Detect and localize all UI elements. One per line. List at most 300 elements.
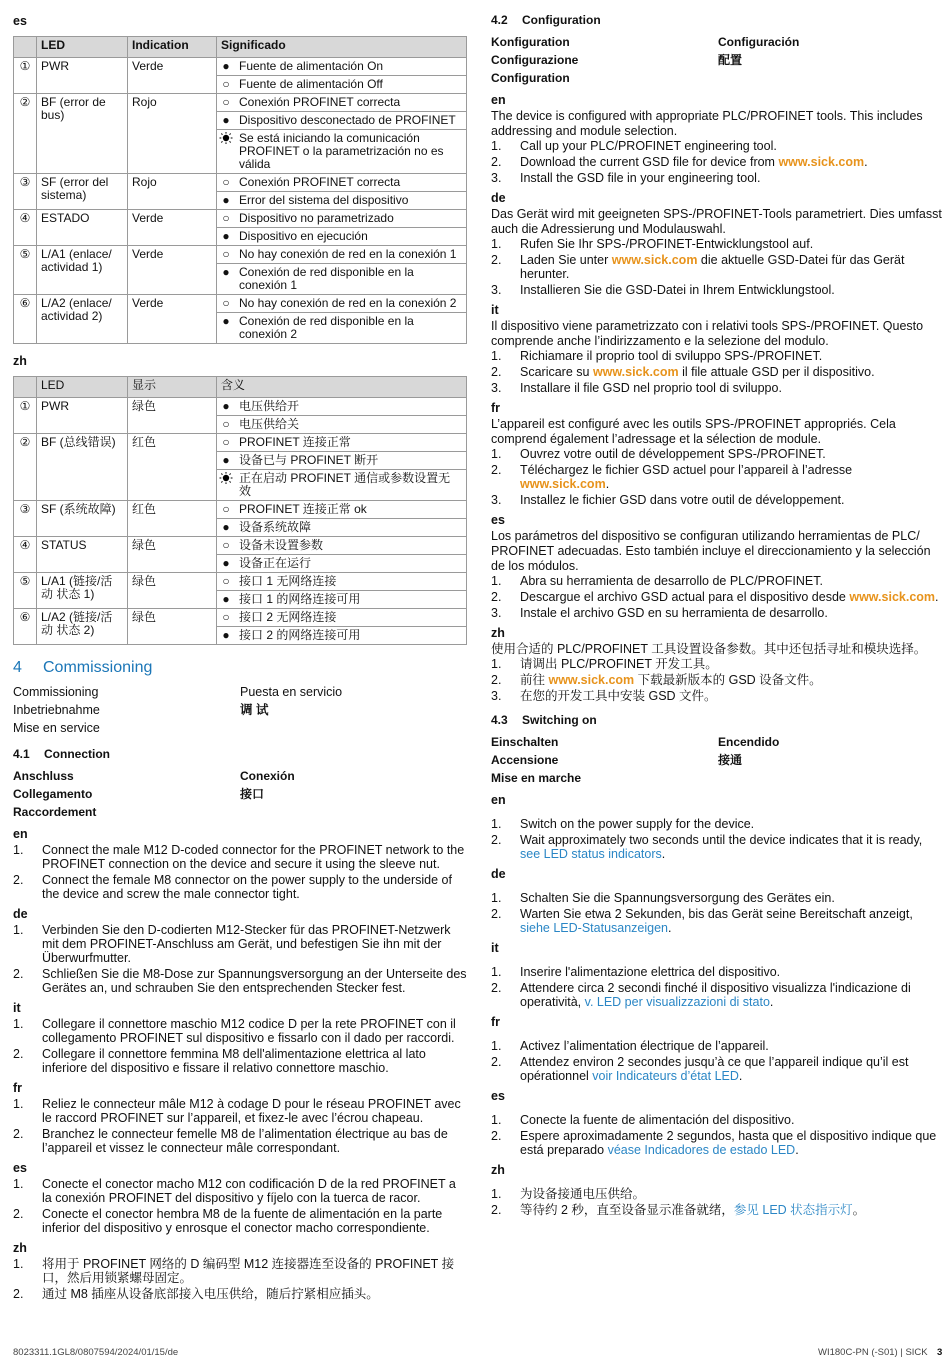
translation: Mise en marche	[491, 771, 582, 785]
step-item	[491, 657, 943, 671]
step-number: 2.	[491, 1055, 502, 1069]
step-item	[13, 1177, 468, 1205]
step-item	[13, 1097, 468, 1125]
section-4-2	[491, 13, 943, 703]
step-number: 3.	[491, 689, 502, 703]
led-state-icon-cell	[217, 246, 236, 264]
led-name: PWR	[37, 398, 128, 434]
led-state-icon-cell	[217, 58, 236, 76]
step-text: Abra su herramienta de desarrollo de PLC/PROFINET.	[520, 574, 823, 588]
step-text: Activez l’alimentation électrique de l’appareil.	[520, 1039, 769, 1053]
step-number: 1.	[491, 657, 502, 671]
led-state-meaning: 设备正在运行	[235, 555, 467, 573]
step-item	[13, 1047, 468, 1075]
step-list	[491, 965, 943, 1009]
step-text: Espere aproximadamente 2 segundos, hasta que el dispositivo indique que está preparado	[520, 1129, 937, 1157]
led-status-link[interactable]: 参见 LED 状态指示灯	[733, 1203, 853, 1217]
step-text: Installare il file GSD nel proprio tool di sviluppo.	[520, 381, 782, 395]
zh-led-table-section	[13, 354, 468, 645]
step-item	[491, 171, 943, 185]
led-indication: Rojo	[128, 174, 217, 210]
led-state-icon-cell	[217, 501, 236, 519]
table-row	[14, 609, 467, 627]
language-label: zh	[13, 1241, 27, 1255]
led-on-icon: ●	[222, 592, 230, 606]
section-4-3-title: Switching on	[522, 713, 597, 727]
step-text-end: il file attuale GSD per il dispositivo.	[678, 365, 875, 379]
led-name: PWR	[37, 58, 128, 94]
led-off-icon: ○	[222, 574, 230, 588]
led-state-icon-cell	[217, 174, 236, 192]
led-state-meaning: Dispositivo en ejecución	[235, 228, 467, 246]
step-text: Laden Sie unter	[520, 253, 612, 267]
step-list	[13, 923, 468, 995]
step-text-end: .	[668, 921, 672, 935]
intro-text: Il dispositivo viene parametrizzato con i relativi tools SPS-/PROFINET. Questo comprende anche l’indirizzamento e la selezione del modulo.	[491, 319, 924, 348]
led-state-meaning: Fuente de alimentación On	[235, 58, 467, 76]
step-item	[491, 139, 943, 153]
step-number: 3.	[491, 606, 502, 620]
step-item	[491, 1039, 943, 1053]
footer-product: WI180C-PN (-S01) | SICK	[818, 1347, 928, 1358]
header-cell: Indication	[128, 37, 217, 58]
led-state-icon-cell	[217, 228, 236, 246]
led-state-icon-cell	[217, 295, 236, 313]
translation: Conexión	[240, 769, 295, 783]
step-item	[491, 447, 943, 461]
step-text: Reliez le connecteur mâle M12 à codage D pour le réseau PROFINET avec le raccord PROFINET sur l’appareil, et fixez-le avec l’écrou chapeau.	[42, 1097, 461, 1125]
step-text: 等待约 2 秒，直至设备显示准备就绪，	[520, 1203, 734, 1217]
led-blinking-icon	[219, 132, 233, 144]
led-state-icon-cell	[217, 398, 236, 416]
step-number: 2.	[491, 253, 502, 267]
table-row	[14, 210, 467, 228]
step-text: Conecte el conector macho M12 con codificación D de la red PROFINET a la conexión PROFINET del dispositivo y fíjelo con la tuerca de racor.	[42, 1177, 456, 1205]
section-4-3-body	[491, 793, 943, 1217]
led-indication: Verde	[128, 295, 217, 344]
step-number: 2.	[491, 463, 502, 477]
led-on-icon: ●	[222, 59, 230, 73]
step-number: 3.	[491, 171, 502, 185]
led-indication: 红色	[128, 501, 217, 537]
led-table	[13, 36, 467, 344]
translation: 配置	[718, 53, 743, 67]
translation: Commissioning	[13, 685, 99, 699]
led-state-meaning: Dispositivo no parametrizado	[235, 210, 467, 228]
led-state-icon-cell	[217, 210, 236, 228]
translation: Mise en service	[13, 721, 100, 735]
led-status-link[interactable]: v. LED per visualizzazioni di stato	[584, 995, 770, 1009]
led-number: ②	[14, 434, 37, 501]
led-name: L/A2 (enlace/ actividad 2)	[37, 295, 128, 344]
led-number: ⑤	[14, 246, 37, 295]
step-list	[491, 139, 943, 185]
step-text: Instale el archivo GSD en su herramienta de desarrollo.	[520, 606, 828, 620]
section-4-2-title: Configuration	[522, 13, 601, 27]
language-label: zh	[491, 626, 505, 640]
led-on-icon: ●	[222, 113, 230, 127]
led-state-meaning: Conexión PROFINET correcta	[235, 94, 467, 112]
step-number: 1.	[13, 923, 24, 937]
translation: Puesta en servicio	[240, 685, 343, 699]
step-text: Ouvrez votre outil de développement SPS-/PROFINET.	[520, 447, 826, 461]
step-text: 在您的开发工具中安装 GSD 文件。	[520, 689, 717, 703]
sick-website-link[interactable]: www.sick.com	[778, 155, 865, 169]
led-state-meaning: Conexión de red disponible en la conexión 1	[235, 264, 467, 295]
table-header-row	[14, 37, 467, 58]
step-item	[491, 907, 943, 935]
led-state-meaning: 设备系统故障	[235, 519, 467, 537]
step-text: Installez le fichier GSD dans votre outil de développement.	[520, 493, 845, 507]
step-text-end: 下载最新版本的 GSD 设备文件。	[634, 673, 822, 687]
step-list	[13, 1177, 468, 1235]
led-state-meaning: 正在启动 PROFINET 通信或参数设置无效	[235, 470, 467, 501]
led-state-icon-cell	[217, 434, 236, 452]
step-item	[491, 463, 943, 491]
language-label: it	[491, 303, 499, 317]
translation: Einschalten	[491, 735, 559, 749]
led-indication: 绿色	[128, 573, 217, 609]
led-state-meaning: 接口 1 的网络连接可用	[235, 591, 467, 609]
step-number: 1.	[491, 1113, 502, 1127]
intro-text: 使用合适的 PLC/PROFINET 工具设置设备参数。其中还包括寻址和模块选择。	[491, 642, 927, 656]
step-item	[491, 606, 943, 620]
section-4-1-translations	[13, 767, 468, 821]
led-on-icon: ●	[222, 399, 230, 413]
left-column	[13, 0, 468, 1303]
step-text: Branchez le connecteur femelle M8 de l’alimentation électrique au bas de l’appareil et vissez le connecteur mâle correspondant.	[42, 1127, 448, 1155]
led-name: BF (error de bus)	[37, 94, 128, 174]
led-state-meaning: PROFINET 连接正常 ok	[235, 501, 467, 519]
led-blinking-icon	[219, 472, 233, 484]
step-text: Conecte el conector hembra M8 de la fuente de alimentación en la parte inferior del dispositivo y enrosque el conector macho correspondiente.	[42, 1207, 443, 1235]
step-item	[491, 283, 943, 297]
step-item	[13, 923, 468, 965]
step-item	[491, 817, 943, 831]
led-status-link[interactable]: voir Indicateurs d’état LED	[592, 1069, 739, 1083]
step-item	[491, 1187, 943, 1201]
step-item	[13, 843, 468, 871]
led-state-icon-cell	[217, 573, 236, 591]
step-list	[491, 817, 943, 861]
led-indication: Verde	[128, 58, 217, 94]
led-state-meaning: 接口 1 无网络连接	[235, 573, 467, 591]
led-state-icon-cell	[217, 555, 236, 573]
step-item	[491, 1055, 943, 1083]
intro-text: L’appareil est configuré avec les outils SPS-/PROFINET appropriés. Cela comprend également l’adressage et la sélection de module.	[491, 417, 896, 446]
step-text: Verbinden Sie den D-codierten M12-Stecker für das PROFINET-Netzwerk mit dem PROFINET-Anschluss am Gerät, und befestigen Sie ihn mit der Überwurfmutter.	[42, 923, 451, 965]
header-cell: LED	[37, 377, 128, 398]
language-label: de	[13, 907, 28, 921]
step-number: 1.	[491, 817, 502, 831]
step-item	[491, 253, 943, 281]
language-label: it	[13, 1001, 21, 1015]
led-state-icon-cell	[217, 112, 236, 130]
led-number: ②	[14, 94, 37, 174]
step-text: Download the current GSD file for device from	[520, 155, 779, 169]
led-off-icon: ○	[222, 211, 230, 225]
step-number: 3.	[491, 493, 502, 507]
step-item	[13, 873, 468, 901]
led-number: ①	[14, 58, 37, 94]
led-on-icon: ●	[222, 556, 230, 570]
step-text: Schließen Sie die M8-Dose zur Spannungsversorgung an der Unterseite des Gerätes an, und schrauben Sie den entsprechenden Stecker fest.	[42, 967, 467, 995]
step-number: 2.	[13, 1287, 24, 1301]
led-indication: Rojo	[128, 94, 217, 174]
step-item	[491, 965, 943, 979]
step-number: 1.	[491, 1039, 502, 1053]
language-label: de	[491, 867, 506, 881]
step-list	[13, 1097, 468, 1155]
step-text: Téléchargez le fichier GSD actuel pour l’appareil à l’adresse	[520, 463, 853, 477]
es-led-table-section	[13, 14, 468, 344]
step-text: Connect the female M8 connector on the power supply to the underside of the device and screw the male connector tight.	[42, 873, 452, 901]
led-on-icon: ●	[222, 193, 230, 207]
translation: Anschluss	[13, 769, 74, 783]
translation: Configuración	[718, 35, 800, 49]
step-number: 1.	[13, 1097, 24, 1111]
step-text: 请调出 PLC/PROFINET 开发工具。	[520, 657, 718, 671]
step-number: 1.	[13, 1257, 24, 1271]
step-item	[491, 981, 943, 1009]
section-4-1-number: 4.1	[13, 747, 30, 761]
step-text: 为设备接通电压供给。	[520, 1187, 646, 1201]
led-indication: 红色	[128, 434, 217, 501]
led-state-icon-cell	[217, 609, 236, 627]
led-name: L/A1 (链接/活动 状态 1)	[37, 573, 128, 609]
table-row	[14, 174, 467, 192]
language-label: zh	[13, 354, 27, 368]
led-state-meaning: Se está iniciando la comunicación PROFINET o la parametrización no es válida	[235, 130, 467, 174]
step-number: 2.	[491, 365, 502, 379]
step-text: Installieren Sie die GSD-Datei in Ihrem Entwicklungstool.	[520, 283, 835, 297]
step-text: Scaricare su	[520, 365, 593, 379]
header-cell	[14, 377, 37, 398]
led-status-link[interactable]: véase Indicadores de estado LED	[607, 1143, 796, 1157]
step-number: 2.	[13, 1207, 24, 1221]
step-number: 1.	[491, 237, 502, 251]
translation: Configurazione	[491, 53, 579, 67]
led-state-icon-cell	[217, 416, 236, 434]
led-state-icon-cell	[217, 591, 236, 609]
language-label: es	[491, 1089, 505, 1103]
step-item	[13, 1207, 468, 1235]
step-text: 通过 M8 插座从设备底部接入电压供给，随后拧紧相应插头。	[42, 1287, 379, 1301]
table-row	[14, 434, 467, 452]
led-state-meaning: Conexión de red disponible en la conexión 2	[235, 313, 467, 344]
language-label: en	[13, 827, 28, 841]
led-number: ④	[14, 537, 37, 573]
led-status-link[interactable]: see LED status indicators	[520, 847, 662, 861]
led-off-icon: ○	[222, 417, 230, 431]
table-row	[14, 573, 467, 591]
section-4-translations	[13, 683, 468, 737]
step-item	[13, 1017, 468, 1045]
translation: Raccordement	[13, 805, 97, 819]
translation: Accensione	[491, 753, 559, 767]
intro-text: The device is configured with appropriate PLC/PROFINET tools. This includes addressing and module selection.	[491, 109, 923, 138]
page-number: 3	[937, 1347, 943, 1358]
section-4-1-title: Connection	[44, 747, 110, 761]
led-indication: 绿色	[128, 398, 217, 434]
table-header-row	[14, 377, 467, 398]
led-on-icon: ●	[222, 265, 230, 279]
step-text: Rufen Sie Ihr SPS-/PROFINET-Entwicklungstool auf.	[520, 237, 814, 251]
step-text: Richiamare il proprio tool di sviluppo SPS-/PROFINET.	[520, 349, 823, 363]
header-cell: 显示	[128, 377, 217, 398]
step-list	[491, 657, 943, 703]
section-4-3-translations	[491, 733, 943, 787]
led-state-icon-cell	[217, 264, 236, 295]
led-off-icon: ○	[222, 77, 230, 91]
step-text-end: .	[935, 590, 939, 604]
language-label: es	[13, 14, 27, 28]
translation: Inbetriebnahme	[13, 703, 100, 717]
right-column	[491, 0, 943, 1219]
led-name: SF (系统故障)	[37, 501, 128, 537]
step-text-end: .	[769, 995, 774, 1009]
step-item	[491, 891, 943, 905]
section-4-2-heading	[491, 13, 943, 27]
table-row	[14, 295, 467, 313]
sick-website-link[interactable]: www.sick.com	[849, 590, 936, 604]
table-row	[14, 246, 467, 264]
translation: Encendido	[718, 735, 780, 749]
step-item	[491, 833, 943, 861]
step-number: 1.	[491, 447, 502, 461]
step-number: 1.	[491, 139, 502, 153]
step-number: 3.	[491, 381, 502, 395]
section-4-2-body	[491, 93, 943, 703]
header-cell: Significado	[217, 37, 467, 58]
section-4-2-translations	[491, 33, 943, 87]
led-state-meaning: Dispositivo desconectado de PROFINET	[235, 112, 467, 130]
led-number: ⑥	[14, 609, 37, 645]
step-text: Attendez environ 2 secondes jusqu’à ce que l’appareil indique qu’il est opérationnel	[520, 1055, 909, 1083]
step-item	[13, 1127, 468, 1155]
section-4-1-body	[13, 827, 468, 1301]
led-state-icon-cell	[217, 192, 236, 210]
step-list	[491, 891, 943, 935]
language-label: fr	[13, 1081, 23, 1095]
led-indication: 绿色	[128, 537, 217, 573]
sick-website-link[interactable]: www.sick.com	[592, 365, 679, 379]
step-number: 2.	[13, 873, 24, 887]
intro-text: Das Gerät wird mit geeigneten SPS-/PROFINET-Tools parametriert. Dies umfasst auch die Adressierung und Modulauswahl.	[491, 207, 942, 236]
step-item	[491, 590, 943, 604]
step-number: 2.	[13, 967, 24, 981]
step-text: Install the GSD file in your engineering tool.	[520, 171, 761, 185]
step-text-end: .	[661, 847, 666, 861]
header-cell: 含义	[217, 377, 467, 398]
translation: 调 试	[240, 703, 269, 717]
led-number: ④	[14, 210, 37, 246]
language-label: zh	[491, 1163, 505, 1177]
step-number: 1.	[13, 1017, 24, 1031]
led-state-icon-cell	[217, 76, 236, 94]
step-number: 1.	[491, 349, 502, 363]
section-4-3-number: 4.3	[491, 713, 508, 727]
section-4-2-number: 4.2	[491, 13, 508, 27]
step-text-end: die aktuelle GSD-Datei für das Gerät herunter.	[520, 253, 905, 281]
led-state-meaning: 设备未设置参数	[235, 537, 467, 555]
led-state-icon-cell	[217, 627, 236, 645]
led-off-icon: ○	[222, 247, 230, 261]
language-label: es	[13, 1161, 27, 1175]
led-number: ⑤	[14, 573, 37, 609]
step-list	[491, 1113, 943, 1157]
step-item	[491, 237, 943, 251]
led-state-icon-cell	[217, 537, 236, 555]
section-4-title: Commissioning	[43, 659, 153, 676]
step-list	[491, 237, 943, 297]
led-state-meaning: Conexión PROFINET correcta	[235, 174, 467, 192]
translation: Collegamento	[13, 787, 93, 801]
sick-website-link[interactable]: www.sick.com	[611, 253, 698, 267]
led-name: L/A1 (enlace/ actividad 1)	[37, 246, 128, 295]
led-number: ③	[14, 174, 37, 210]
step-number: 2.	[491, 833, 502, 847]
led-state-meaning: 电压供给开	[235, 398, 467, 416]
led-indication: Verde	[128, 210, 217, 246]
step-number: 2.	[491, 673, 502, 687]
step-text: Descargue el archivo GSD actual para el dispositivo desde	[520, 590, 850, 604]
led-status-link[interactable]: siehe LED-Statusanzeigen	[520, 921, 669, 935]
step-number: 3.	[491, 283, 502, 297]
led-state-meaning: 接口 2 无网络连接	[235, 609, 467, 627]
step-item	[491, 381, 943, 395]
table-row	[14, 58, 467, 76]
step-text-end: .	[795, 1143, 799, 1157]
led-state-meaning: Error del sistema del dispositivo	[235, 192, 467, 210]
step-text: Connect the male M12 D-coded connector for the PROFINET network to the PROFINET connection on the device and secure it using the sleeve nut.	[42, 843, 465, 871]
step-list	[491, 447, 943, 507]
led-state-meaning: 设备已与 PROFINET 断开	[235, 452, 467, 470]
led-state-meaning: Fuente de alimentación Off	[235, 76, 467, 94]
step-text: Conecte la fuente de alimentación del dispositivo.	[520, 1113, 795, 1127]
led-state-meaning: PROFINET 连接正常	[235, 434, 467, 452]
step-list	[13, 843, 468, 901]
led-state-meaning: No hay conexión de red en la conexión 2	[235, 295, 467, 313]
language-label: it	[491, 941, 499, 955]
step-number: 1.	[491, 965, 502, 979]
step-number: 2.	[491, 907, 502, 921]
step-text: Attendere circa 2 secondi finché il dispositivo visualizza l'indicazione di operatività,	[520, 981, 911, 1009]
led-on-icon: ●	[222, 520, 230, 534]
step-text-end: .	[738, 1069, 743, 1083]
header-cell	[14, 37, 37, 58]
step-list	[491, 1187, 943, 1217]
sick-website-link[interactable]: www.sick.com	[520, 477, 606, 491]
language-label: fr	[491, 401, 501, 415]
table-row	[14, 398, 467, 416]
intro-text: Los parámetros del dispositivo se configuran utilizando herramientas de PLC/ PROFINET adecuadas. Esto también incluye el direccionamiento y la selección de los módulos.	[491, 529, 931, 573]
step-number: 1.	[491, 574, 502, 588]
step-item	[491, 689, 943, 703]
section-4-heading	[13, 659, 468, 677]
led-name: STATUS	[37, 537, 128, 573]
led-state-icon-cell	[217, 94, 236, 112]
led-number: ⑥	[14, 295, 37, 344]
step-item	[491, 1203, 943, 1217]
step-number: 1.	[13, 843, 24, 857]
step-item	[491, 673, 943, 687]
translation: Konfiguration	[491, 35, 570, 49]
sick-website-link[interactable]: www.sick.com	[548, 673, 635, 687]
step-text-end: 。	[852, 1203, 866, 1217]
led-state-icon-cell	[217, 470, 236, 501]
led-off-icon: ○	[222, 502, 230, 516]
